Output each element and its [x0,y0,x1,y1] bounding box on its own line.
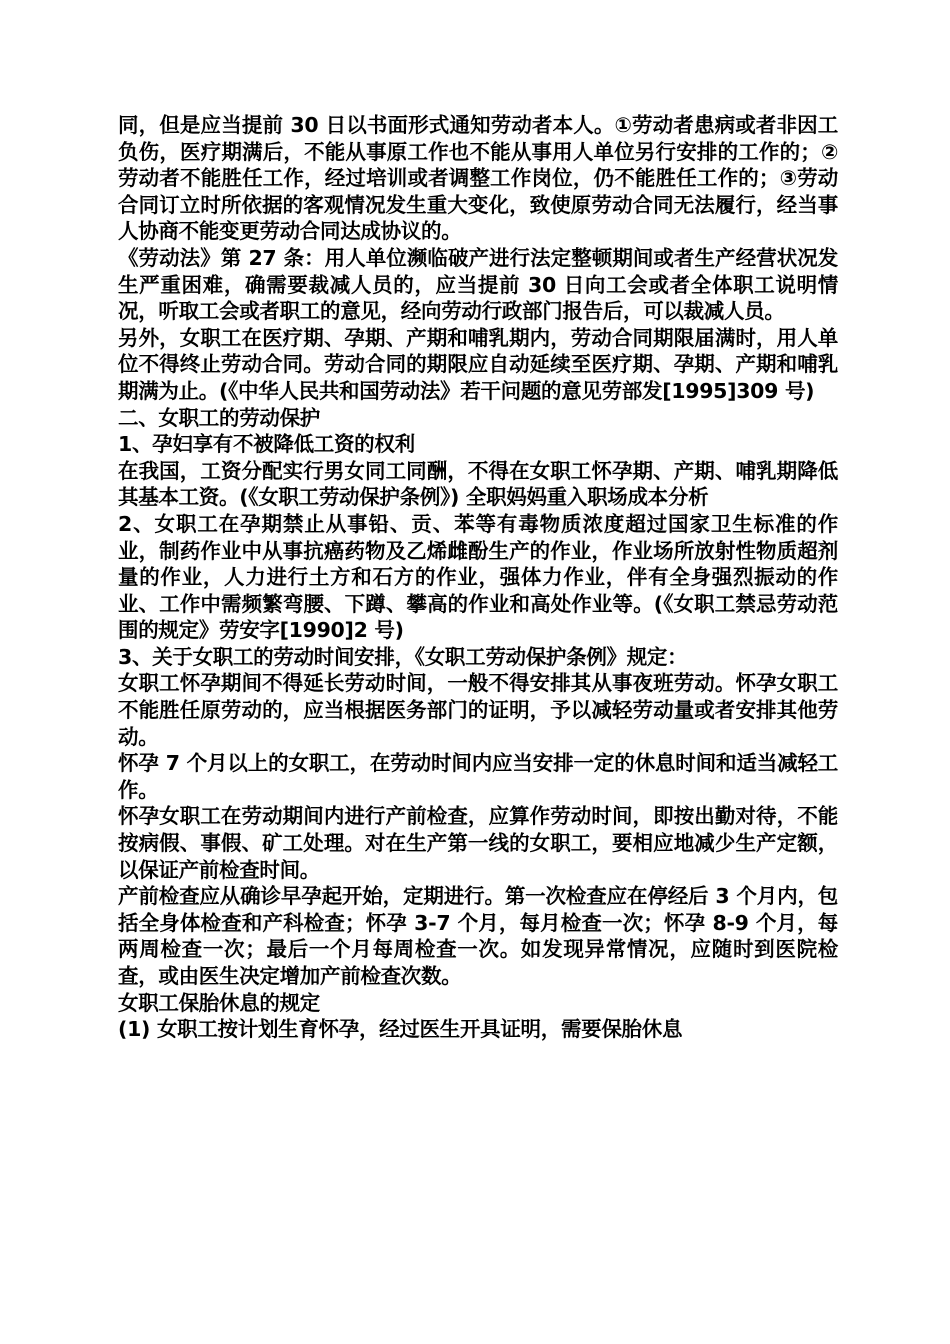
paragraph-contract-extension: 另外，女职工在医疗期、孕期、产期和哺乳期内，劳动合同期限届满时，用人单位不得终止劳动合同。劳动合同的期限应自动延续至医疗期、孕期、产期和哺乳期满为止。(《中华人民共和国劳动法》若干问题的意见劳部发[1995]309 号) [118,325,838,403]
paragraph-prenatal-exam-time: 怀孕女职工在劳动期间内进行产前检查，应算作劳动时间，即按出勤对待，不能按病假、事假、矿工处理。对在生产第一线的女职工，要相应地减少生产定额，以保证产前检查时间。 [118,804,838,882]
paragraph-no-overtime: 女职工怀孕期间不得延长劳动时间，一般不得安排其从事夜班劳动。怀孕女职工不能胜任原劳动的，应当根据医务部门的证明，予以减轻劳动量或者安排其他劳动。 [118,671,838,749]
document-page [118,112,838,1043]
paragraph-prohibited-work: 2、女职工在孕期禁止从事铅、贡、苯等有毒物质浓度超过国家卫生标准的作业，制药作业中从事抗癌药物及乙烯雌酚生产的作业，作业场所放射性物质超剂量的作业，人力进行土方和石方的作业，强体力作业，伴有全身强烈振动的作业、工作中需频繁弯腰、下蹲、攀高的作业和高处作业等。(《女职工禁忌劳动范围的规定》劳安字[1990]2 号) [118,511,838,643]
paragraph-seven-months-rest: 怀孕 7 个月以上的女职工，在劳动时间内应当安排一定的休息时间和适当减轻工作。 [118,751,838,802]
paragraph-termination-notice: 同，但是应当提前 30 日以书面形式通知劳动者本人。①劳动者患病或者非因工负伤，医疗期满后，不能从事原工作也不能从事用人单位另行安排的工作的；②劳动者不能胜任工作，经过培训或者调整工作岗位，仍不能胜任工作的；③劳动合同订立时所依据的客观情况发生重大变化，致使原劳动合同无法履行，经当事人协商不能变更劳动合同达成协议的。 [118,113,838,244]
paragraph-rest-item-1: (1) 女职工按计划生育怀孕，经过医生开具证明，需要保胎休息 [118,1017,683,1042]
paragraph-prenatal-exam-schedule: 产前检查应从确诊早孕起开始，定期进行。第一次检查应在停经后 3 个月内，包括全身体检查和产科检查；怀孕 3-7 个月，每月检查一次；怀孕 8-9 个月，每两周检查一次；最后一个月每周检查一次。如发现异常情况，应随时到医院检查，或由医生决定增加产前检查次数。 [118,884,838,988]
paragraph-equal-pay: 在我国，工资分配实行男女同工同酬，不得在女职工怀孕期、产期、哺乳期降低其基本工资。(《女职工劳动保护条例》) 全职妈妈重入职场成本分析 [118,458,838,510]
section-heading-female-protection: 二、女职工的劳动保护 [118,405,320,430]
paragraph-labor-law-article-27: 《劳动法》第 27 条：用人单位濒临破产进行法定整顿期间或者生产经营状况发生严重困难，确需要裁减人员的，应当提前 30 日向工会或者全体职工说明情况，听取工会或者职工的意见，经向劳动行政部门报告后，可以裁减人员。 [118,245,838,324]
subheading-wage-rights: 1、孕妇享有不被降低工资的权利 [118,432,415,457]
paragraph-working-hours-intro: 3、关于女职工的劳动时间安排，《女职工劳动保护条例》规定： [118,644,688,669]
subheading-pregnancy-rest: 女职工保胎休息的规定 [118,990,320,1015]
